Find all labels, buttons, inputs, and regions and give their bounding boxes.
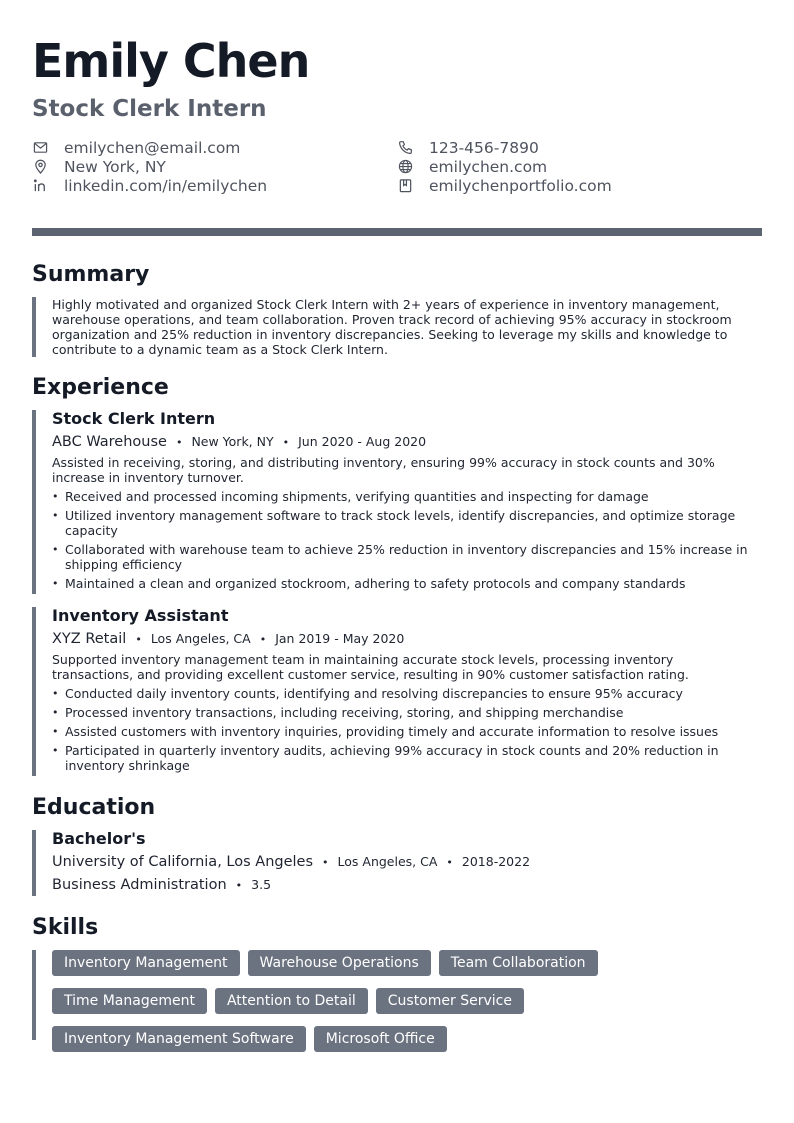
contact-linkedin[interactable] bbox=[32, 176, 267, 195]
job-location: New York, NY bbox=[191, 434, 274, 449]
skills-bar bbox=[32, 950, 36, 1040]
location-text: New York, NY bbox=[64, 157, 166, 176]
job-company: ABC Warehouse bbox=[52, 434, 167, 450]
school: University of California, Los Angeles bbox=[52, 854, 314, 870]
linkedin-icon bbox=[32, 178, 48, 194]
experience-heading: Experience bbox=[32, 375, 169, 400]
skill-tag: Warehouse Operations bbox=[248, 950, 431, 976]
job-dates: Jan 2019 - May 2020 bbox=[275, 631, 405, 646]
contact-email[interactable] bbox=[32, 138, 240, 157]
skills-heading: Skills bbox=[32, 915, 99, 940]
separator-dot: • bbox=[175, 436, 183, 449]
skill-tag: Inventory Management Software bbox=[52, 1026, 306, 1052]
list-item: • Assisted customers with inventory inquiries, providing timely and accurate information to resolve issues bbox=[52, 724, 758, 739]
job-title: Stock Clerk Intern bbox=[52, 409, 216, 428]
list-item: • Maintained a clean and organized stockroom, adhering to safety protocols and company standards bbox=[52, 576, 758, 591]
job-description: Supported inventory management team in maintaining accurate stock levels, processing inventory transactions, and providing excellent customer service, resulting in 90% customer satisfaction rating. bbox=[52, 652, 689, 682]
mail-icon bbox=[32, 140, 48, 156]
separator-dot: • bbox=[135, 633, 142, 646]
list-item: • Received and processed incoming shipments, verifying quantities and inspecting for damage bbox=[52, 489, 758, 504]
separator-dot: • bbox=[282, 436, 290, 449]
job-description: Assisted in receiving, storing, and distributing inventory, ensuring 99% accuracy in stock counts and 30% increase in inventory turnover. bbox=[52, 455, 715, 485]
job-meta bbox=[52, 431, 758, 454]
list-item: • Utilized inventory management software to track stock levels, identify discrepancies, and optimize storage capacity bbox=[52, 508, 758, 538]
education-meta bbox=[52, 851, 758, 874]
bookmark-icon bbox=[397, 178, 413, 194]
education-bar bbox=[32, 830, 36, 896]
skill-tag: Team Collaboration bbox=[439, 950, 598, 976]
website-text: emilychen.com bbox=[429, 157, 548, 176]
job-bullets bbox=[52, 686, 758, 773]
globe-icon bbox=[397, 159, 413, 175]
separator-dot: • bbox=[446, 856, 453, 869]
header-divider bbox=[32, 228, 762, 236]
job-1 bbox=[52, 409, 758, 595]
degree: Bachelor's bbox=[52, 829, 146, 848]
education-dates: 2018-2022 bbox=[461, 854, 531, 869]
contact-website[interactable] bbox=[397, 157, 547, 176]
skill-tag: Time Management bbox=[52, 988, 207, 1014]
portfolio-text: emilychenportfolio.com bbox=[429, 176, 612, 195]
list-item: • Conducted daily inventory counts, identifying and resolving discrepancies to ensure 95% accuracy bbox=[52, 686, 758, 701]
skill-tag: Customer Service bbox=[376, 988, 524, 1014]
contact-phone[interactable] bbox=[397, 138, 539, 157]
job-2-bar bbox=[32, 607, 36, 776]
separator-dot: • bbox=[322, 856, 329, 869]
job-location: Los Angeles, CA bbox=[150, 631, 251, 646]
email-text: emilychen@email.com bbox=[64, 138, 241, 157]
candidate-role: Stock Clerk Intern bbox=[32, 96, 267, 122]
job-title: Inventory Assistant bbox=[52, 606, 229, 625]
job-bullets bbox=[52, 489, 758, 591]
job-dates: Jun 2020 - Aug 2020 bbox=[298, 434, 427, 449]
field-of-study: Business Administration bbox=[52, 877, 227, 893]
skill-tag: Attention to Detail bbox=[215, 988, 368, 1014]
skill-tag: Microsoft Office bbox=[314, 1026, 447, 1052]
map-pin-icon bbox=[32, 159, 48, 175]
phone-icon bbox=[397, 140, 413, 156]
job-meta bbox=[52, 628, 758, 651]
job-2 bbox=[52, 606, 758, 777]
phone-text: 123-456-7890 bbox=[429, 138, 539, 157]
job-1-bar bbox=[32, 410, 36, 594]
summary-heading: Summary bbox=[32, 262, 150, 287]
education-location: Los Angeles, CA bbox=[337, 854, 438, 869]
education-entry bbox=[52, 829, 758, 897]
skill-tag: Inventory Management bbox=[52, 950, 240, 976]
contact-portfolio[interactable] bbox=[397, 176, 612, 195]
list-item: • Collaborated with warehouse team to achieve 25% reduction in inventory discrepancies and 15% increase in shipping efficiency bbox=[52, 542, 758, 572]
separator-dot: • bbox=[259, 633, 267, 646]
education-field-row bbox=[52, 874, 758, 897]
skills-list bbox=[52, 950, 652, 1056]
separator-dot: • bbox=[235, 879, 243, 892]
candidate-name: Emily Chen bbox=[32, 34, 310, 88]
contact-location bbox=[32, 157, 166, 176]
list-item: • Processed inventory transactions, including receiving, storing, and shipping merchandise bbox=[52, 705, 758, 720]
list-item: • Participated in quarterly inventory audits, achieving 99% accuracy in stock counts and 20% reduction in inventory shrinkage bbox=[52, 743, 758, 773]
education-heading: Education bbox=[32, 795, 156, 820]
gpa: 3.5 bbox=[251, 877, 272, 892]
job-company: XYZ Retail bbox=[52, 631, 127, 647]
linkedin-text: linkedin.com/in/emilychen bbox=[64, 176, 268, 195]
summary-text: Highly motivated and organized Stock Clerk Intern with 2+ years of experience in inventory management, warehouse operations, and team collaboration. Proven track record of achieving 95% accuracy in stockroom organization and 25% reduction in inventory discrepancies. Seeking to leverage my skills and knowledge to contribute to a dynamic team as a Stock Clerk Intern. bbox=[52, 297, 732, 357]
summary-bar bbox=[32, 297, 36, 357]
